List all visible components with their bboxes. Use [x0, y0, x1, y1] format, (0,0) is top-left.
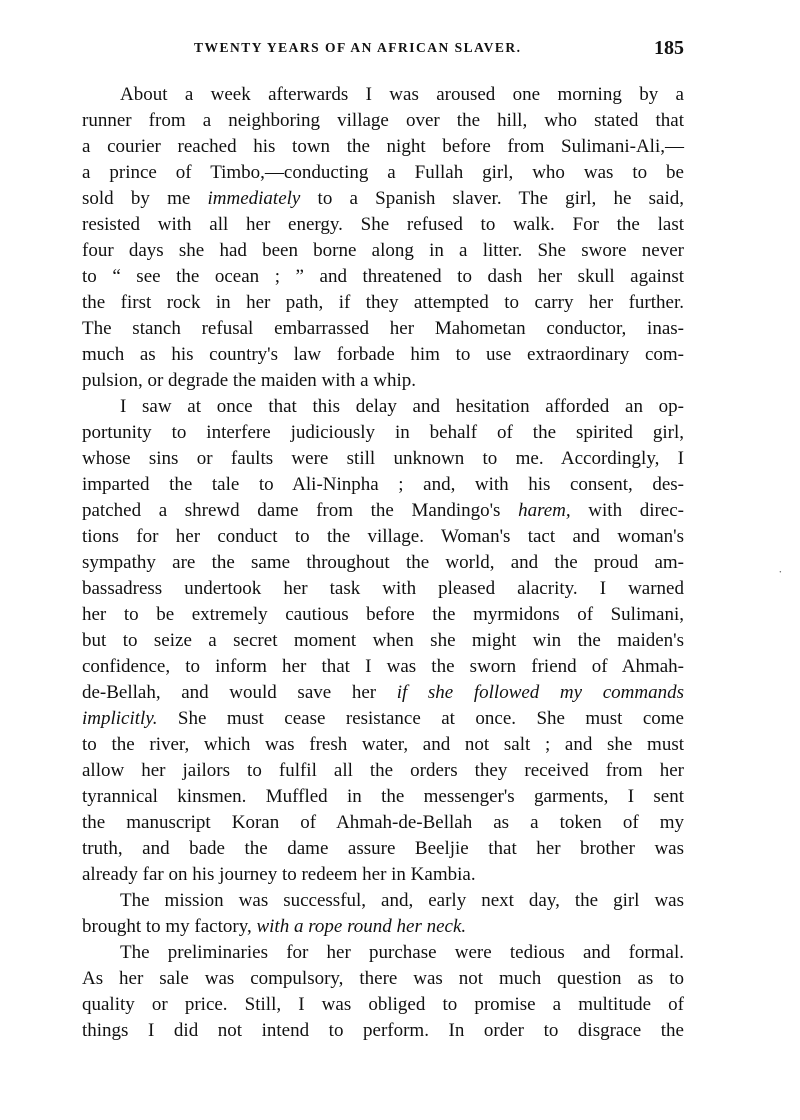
text-line	[82, 290, 684, 316]
text-line	[82, 264, 684, 290]
line-text: brought to my factory,	[82, 916, 257, 937]
body-text	[82, 82, 684, 1044]
text-line	[82, 420, 684, 446]
text-line	[82, 888, 684, 914]
text-line	[82, 810, 684, 836]
text-line	[82, 238, 684, 264]
text-line	[82, 368, 684, 394]
line-text: allow her jailors to fulfil all the orders they received from her	[82, 760, 684, 781]
italic-text: implicitly.	[82, 708, 158, 729]
line-text: As her sale was compulsory, there was not much question as to	[82, 968, 684, 989]
line-text: already far on his journey to redeem her in Kambia.	[82, 864, 476, 885]
text-line	[82, 862, 684, 888]
page-number: 185	[654, 37, 684, 59]
italic-text: immediately	[207, 188, 301, 209]
text-line	[82, 160, 684, 186]
text-line	[82, 602, 684, 628]
line-text: the manuscript Koran of Ahmah-de-Bellah as a token of my	[82, 812, 684, 833]
text-line	[82, 784, 684, 810]
line-text: bassadress undertook her task with pleased alacrity. I warned	[82, 578, 684, 599]
text-line	[82, 940, 684, 966]
line-text: runner from a neighboring village over the hill, who stated that	[82, 110, 684, 131]
text-line	[82, 498, 684, 524]
text-line	[82, 212, 684, 238]
line-text: with direc-	[570, 500, 685, 521]
line-text: to “ see the ocean ; ” and threatened to dash her skull against	[82, 266, 684, 287]
text-line	[82, 446, 684, 472]
line-text: but to seize a secret moment when she might win the maiden's	[82, 630, 684, 651]
text-line	[82, 992, 684, 1018]
running-header	[82, 36, 684, 66]
line-text: pulsion, or degrade the maiden with a whip.	[82, 370, 417, 391]
running-title: TWENTY YEARS OF AN AFRICAN SLAVER.	[194, 40, 522, 55]
text-line	[82, 628, 684, 654]
italic-text: harem,	[518, 500, 571, 521]
line-text: confidence, to inform her that I was the sworn friend of Ahmah-	[82, 656, 684, 677]
line-text: her to be extremely cautious before the myrmidons of Sulimani,	[82, 604, 684, 625]
line-text: truth, and bade the dame assure Beeljie that her brother was	[82, 838, 684, 859]
line-text: the first rock in her path, if they attempted to carry her further.	[82, 292, 684, 313]
text-line	[82, 966, 684, 992]
text-line	[82, 758, 684, 784]
text-line	[82, 680, 684, 706]
line-text: sold by me	[82, 188, 208, 209]
line-text: imparted the tale to Ali-Ninpha ; and, with his consent, des-	[82, 474, 684, 495]
line-text: tions for her conduct to the village. Woman's tact and woman's	[82, 526, 684, 547]
text-line	[82, 732, 684, 758]
line-text: About a week afterwards I was aroused one morning by a	[120, 84, 684, 105]
line-text: things I did not intend to perform. In order to disgrace the	[82, 1020, 684, 1041]
line-text: resisted with all her energy. She refused to walk. For the last	[82, 214, 684, 235]
text-line	[82, 316, 684, 342]
text-line	[82, 186, 684, 212]
line-text: portunity to interfere judiciously in behalf of the spirited girl,	[82, 422, 684, 443]
line-text: patched a shrewd dame from the Mandingo's	[82, 500, 519, 521]
line-text: The stanch refusal embarrassed her Mahometan conductor, inas-	[82, 318, 684, 339]
italic-text: with a rope round her neck.	[256, 916, 467, 937]
line-text: The preliminaries for her purchase were tedious and formal.	[120, 942, 684, 963]
text-line	[82, 1018, 684, 1044]
text-line	[82, 914, 684, 940]
text-line	[82, 342, 684, 368]
line-text: a prince of Timbo,—conducting a Fullah girl, who was to be	[82, 162, 684, 183]
italic-text: if she followed my commands	[396, 682, 684, 703]
line-text: a courier reached his town the night before from Sulimani-Ali,—	[82, 136, 684, 157]
line-text: I saw at once that this delay and hesitation afforded an op-	[120, 396, 684, 417]
margin-speck: ˙	[778, 569, 783, 584]
text-line	[82, 836, 684, 862]
text-line	[82, 576, 684, 602]
line-text: tyrannical kinsmen. Muffled in the messenger's garments, I sent	[82, 786, 684, 807]
text-line	[82, 654, 684, 680]
text-line	[82, 524, 684, 550]
text-line	[82, 82, 684, 108]
text-line	[82, 706, 684, 732]
line-text: quality or price. Still, I was obliged to promise a multitude of	[82, 994, 684, 1015]
line-text: to the river, which was fresh water, and not salt ; and she must	[82, 734, 684, 755]
line-text: sympathy are the same throughout the world, and the proud am-	[82, 552, 684, 573]
line-text: de-Bellah, and would save her	[82, 682, 397, 703]
text-line	[82, 550, 684, 576]
line-text: She must cease resistance at once. She must come	[157, 708, 684, 729]
line-text: much as his country's law forbade him to use extraordinary com-	[82, 344, 684, 365]
line-text: The mission was successful, and, early next day, the girl was	[120, 890, 684, 911]
line-text: whose sins or faults were still unknown to me. Accordingly, I	[82, 448, 684, 469]
text-line	[82, 134, 684, 160]
text-line	[82, 394, 684, 420]
line-text: four days she had been borne along in a litter. She swore never	[82, 240, 684, 261]
text-line	[82, 108, 684, 134]
line-text: to a Spanish slaver. The girl, he said,	[300, 188, 684, 209]
text-line	[82, 472, 684, 498]
